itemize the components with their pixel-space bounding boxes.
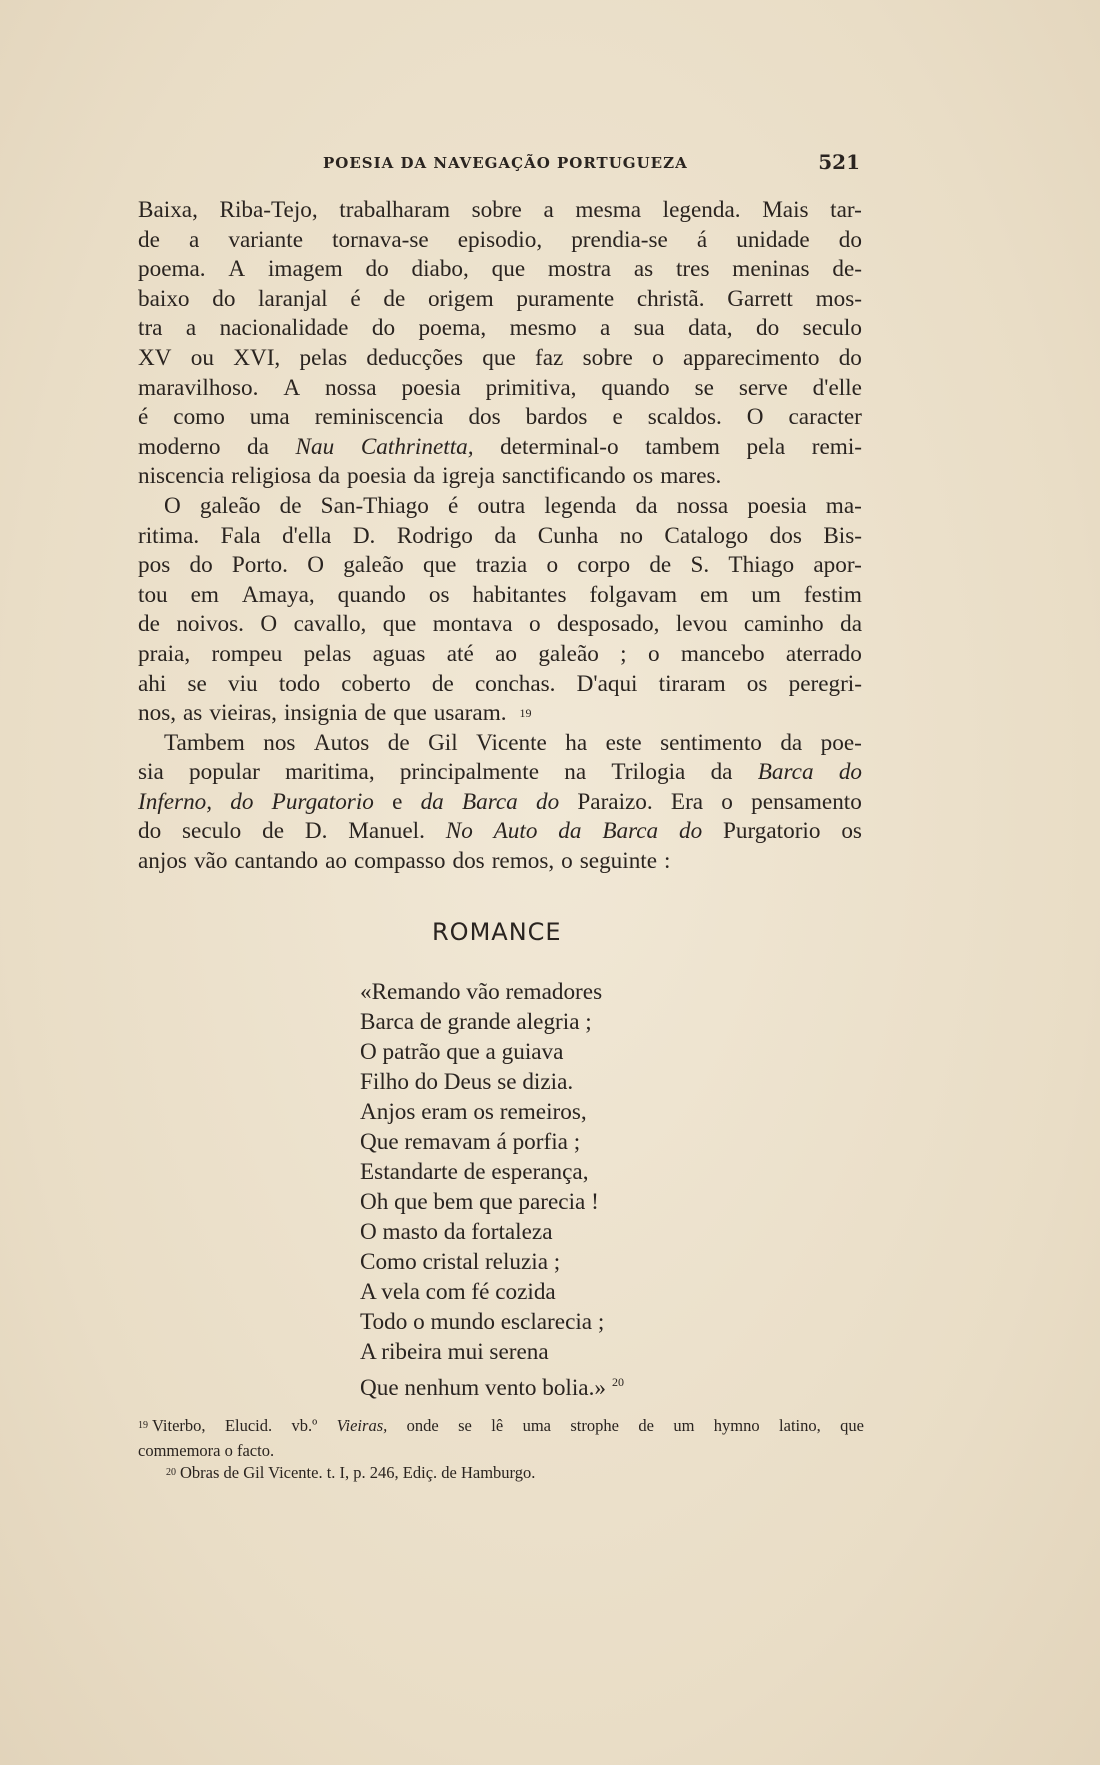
footnote-marker: 19 [138,1420,148,1431]
text-line: tra a nacionalidade do poema, mesmo a sua data, do seculo [138,315,862,342]
footnote-19 [138,1415,864,1440]
text-line: O galeão de San-Thiago é outra legenda da nossa poesia ma- [164,492,862,519]
text-line: ahi se viu todo coberto de conchas. D'aqui tiraram os peregri- [138,670,862,697]
poem [360,977,624,1401]
text-line: praia, rompeu pelas aguas até ao galeão ; o mancebo aterrado [138,640,862,667]
text-line: XV ou XVI, pelas deducções que faz sobre o apparecimento do [138,344,862,371]
footnote-marker: 20 [166,1467,176,1478]
text-line: baixo do laranjal é de origem puramente christã. Garrett mos- [138,285,862,312]
text-line: tou em Amaya, quando os habitantes folgavam em um festim [138,581,862,608]
text-line: Tambem nos Autos de Gil Vicente ha este sentimento da poe- [164,729,862,756]
text-line: anjos vão cantando ao compasso dos remos, o seguinte : [138,848,671,875]
footnote-text: commemora o facto. [138,1441,275,1460]
poem-verse: O patrão que a guiava [360,1039,564,1065]
text-line: nos, as vieiras, insignia de que usaram. 19 [138,699,862,729]
footnote-text: Viterbo, Elucid. vb.º Vieiras, onde se lê uma strophe de um hymno latino, que [152,1416,864,1435]
page-number: 521 [818,150,860,174]
text-line: poema. A imagem do diabo, que mostra as tres meninas de- [138,256,862,283]
poem-verse: Estandarte de esperança, [360,1159,589,1185]
page-header [138,150,860,180]
text-line: de noivos. O cavallo, que montava o desposado, levou caminho da [138,611,862,638]
footnotes [138,1415,864,1484]
text-line: é como uma reminiscencia dos bardos e scaldos. O caracter [138,404,862,431]
text-line: do seculo de D. Manuel. No Auto da Barca do Purgatorio os [138,818,862,845]
running-title: POESIA DA NAVEGAÇÃO PORTUGUEZA [323,154,688,172]
poem-verse: Que nenhum vento bolia.» $^{20}$ [360,1375,624,1401]
poem-verse: Que remavam á porfia ; [360,1129,581,1155]
poem-verse: Filho do Deus se dizia. [360,1069,574,1095]
text-line: sia popular maritima, principalmente na Trilogia da Barca do [138,759,862,786]
footnote-text: Obras de Gil Vicente. t. I, p. 246, Ediç. de Hamburgo. [180,1463,536,1482]
text-line: Inferno, do Purgatorio e da Barca do Paraizo. Era o pensamento [138,788,862,815]
text-line: ritima. Fala d'ella D. Rodrigo da Cunha no Catalogo dos Bis- [138,522,862,549]
poem-verse: O masto da fortaleza [360,1219,553,1245]
poem-verse: Anjos eram os remeiros, [360,1099,587,1125]
poem-verse: «Remando vão remadores [360,979,603,1005]
poem-verse: Barca de grande alegria ; [360,1009,592,1035]
body-text [138,196,862,877]
footnote-reference[interactable]: 19 [519,706,532,721]
text-line: de a variante tornava-se episodio, prendia-se á unidade do [138,226,862,253]
text-line: Baixa, Riba-Tejo, trabalharam sobre a mesma legenda. Mais tar- [138,197,862,223]
footnote-19-continuation [138,1440,864,1462]
text-line: moderno da Nau Cathrinetta, determinal-o tambem pela remi- [138,433,862,460]
poem-verse: A vela com fé cozida [360,1279,556,1305]
poem-verse: Todo o mundo esclarecia ; [360,1309,605,1335]
footnote-20 [138,1462,864,1484]
text-line: maravilhoso. A nossa poesia primitiva, quando se serve d'elle [138,374,862,401]
text-line: pos do Porto. O galeão que trazia o corpo de S. Thiago apor- [138,552,862,579]
poem-verse: Oh que bem que parecia ! [360,1189,599,1215]
poem-title: ROMANCE [432,918,562,946]
footnote-reference[interactable]: 20 [612,1375,624,1389]
text-line: niscencia religiosa da poesia da igreja sanctificando os mares. [138,463,722,490]
poem-verse: Como cristal reluzia ; [360,1249,561,1275]
poem-verse: A ribeira mui serena [360,1339,549,1365]
